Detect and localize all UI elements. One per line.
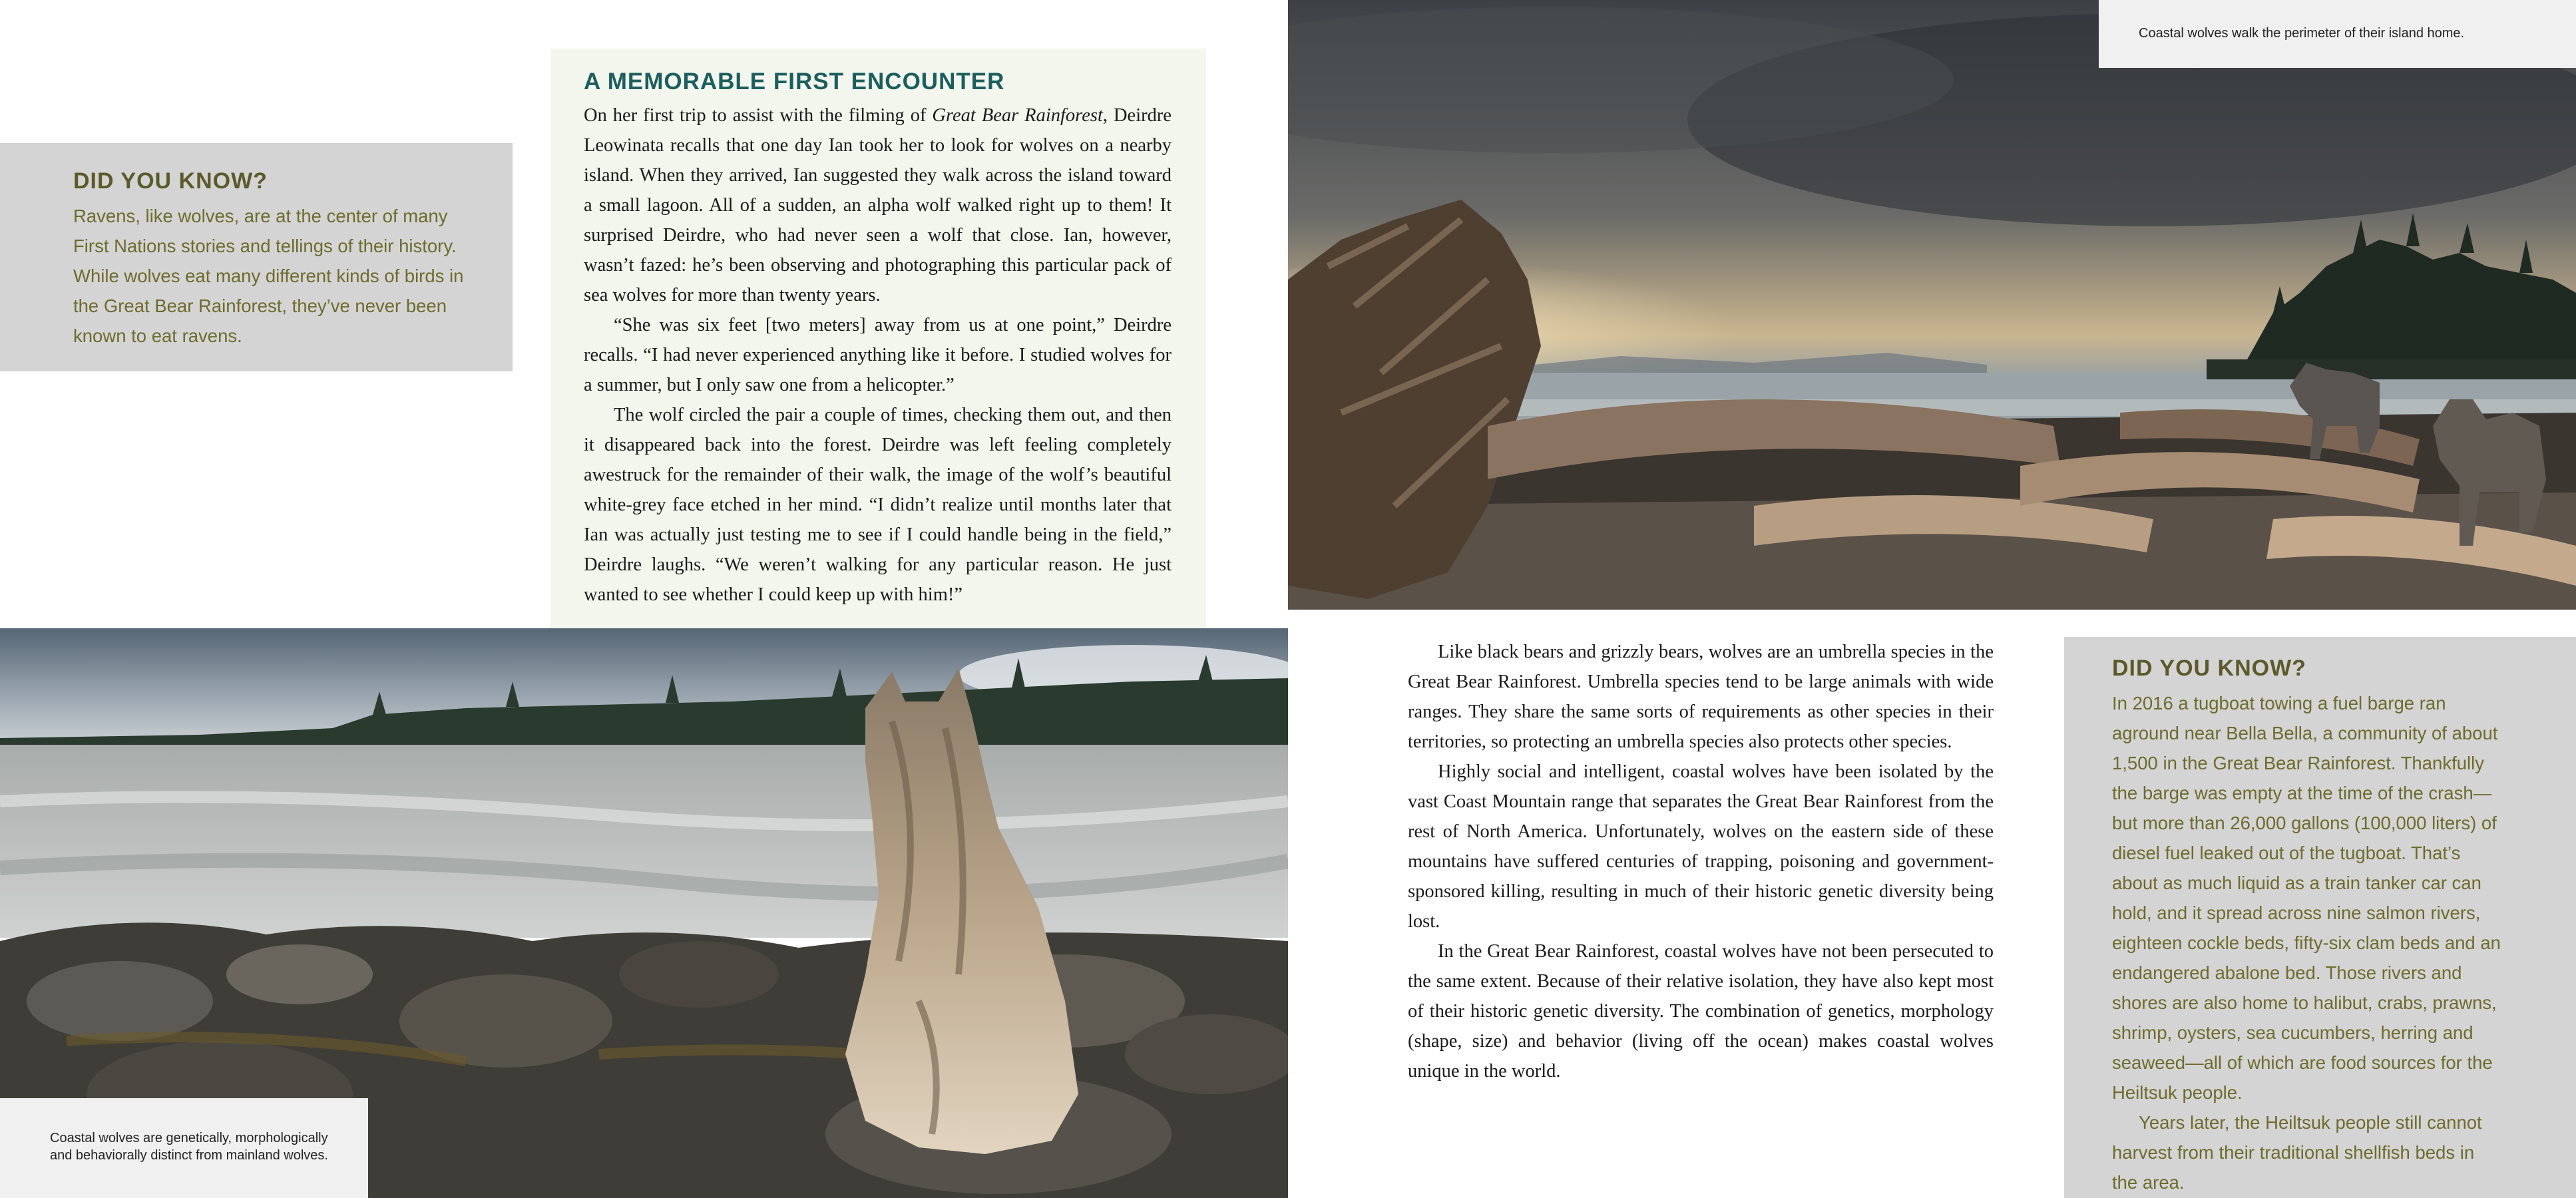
- encounter-p1-end: , Deirdre Leowinata recalls that one day Ian took her to look for wolves on a nearby island. When they arrived, Ian suggested they walk across the island toward a small lagoon. All of a sudden, an alpha wolf walked right up to them! It surprised Deirdre, who had never seen a wolf that close. Ian, however, wasn’t fazed: he’s been observing and photographing this particular pack of sea wolves for more than twenty years.: [584, 105, 1172, 305]
- photo-wolves-driftwood: [1288, 0, 2576, 610]
- body-paragraph-1: Like black bears and grizzly bears, wolves are an umbrella species in the Great Bear Rainforest. Umbrella species tend to be large animals with wide ranges. They share the same sorts of requirements as other species in their territories, so protecting an umbrella species also protects other species.: [1408, 642, 1994, 752]
- encounter-p1-title: Great Bear Rainforest: [932, 105, 1103, 126]
- encounter-p1-start: On her first trip to assist with the filming of: [584, 105, 933, 126]
- body-paragraph-2: Highly social and intelligent, coastal wolves have been isolated by the vast Coast Mountain range that separates the Great Bear Rainforest from the rest of North America. Unfortunately, wolves on the eastern side of these mountains have suffered centuries of trapping, poisoning and government-sponsored killing, resulting in much of their historic genetic diversity being lost.: [1408, 761, 1994, 932]
- sidebar-fuel-spill-paragraph-1: In 2016 a tugboat towing a fuel barge ran aground near Bella Bella, a community of about 1,500 in the Great Bear Rainforest. Thankfully the barge was empty at the time of the crash—but more than 26,000 gallons (100,000 liters) of diesel fuel leaked out of the tugboat. That’s about as much liquid as a train tanker car can hold, and it spread across nine salmon rivers, eighteen cockle beds, fifty-six clam beds and an endangered abalone bed. Those rivers and shores are also home to halibut, crabs, prawns, shrimp, oysters, sea cucumbers, herring and seaweed—all of which are food sources for the Heiltsuk people.: [2112, 693, 2501, 1103]
- sidebar-ravens-text: Ravens, like wolves, are at the center of many First Nations stories and tellings of their history. While wolves eat many different kinds of birds in the Great Bear Rainforest, they’ve never been known to eat ravens.: [73, 206, 464, 346]
- photo-bottom-caption: Coastal wolves are genetically, morphologically and behaviorally distinct from mainland wolves.: [50, 1131, 328, 1163]
- encounter-box: [550, 49, 1206, 629]
- photo-wolves-driftwood-image: [1288, 0, 2576, 610]
- encounter-paragraph-3: The wolf circled the pair a couple of times, checking them out, and then it disappeared back into the forest. Deirdre was left feeling completely awestruck for the remainder of their walk, the image of the wolf’s beautiful white-grey face etched in her mind. “I didn’t realize until months later that Ian was actually just testing me to see if I could handle being in the field,” Deirdre laughs. “We weren’t walking for any particular reason. He just wanted to see whether I could keep up with him!”: [584, 405, 1172, 605]
- sidebar-fuel-spill-paragraph-2: Years later, the Heiltsuk people still cannot harvest from their traditional shellfish beds in the area.: [2112, 1112, 2482, 1193]
- sidebar-fuel-spill: [2064, 637, 2576, 1198]
- photo-bottom-caption-box: [0, 1098, 368, 1198]
- encounter-paragraph-2: “She was six feet [two meters] away from us at one point,” Deirdre recalls. “I had never experienced anything like it before. I studied wolves for a summer, but I only saw one from a helicopter.”: [584, 315, 1172, 395]
- photo-top-caption: Coastal wolves walk the perimeter of their island home.: [2139, 26, 2465, 41]
- photo-top-caption-box: [2099, 0, 2576, 68]
- sidebar-ravens-heading: DID YOU KNOW?: [73, 168, 268, 194]
- sidebar-ravens: [0, 143, 513, 371]
- sidebar-fuel-spill-heading: DID YOU KNOW?: [2112, 656, 2306, 681]
- body-text: [1408, 637, 1994, 1086]
- encounter-paragraph-1: [584, 100, 1172, 310]
- body-paragraph-3: In the Great Bear Rainforest, coastal wolves have not been persecuted to the same extent. Because of their relative isolation, they have also kept most of their historic genetic diversity. The combination of genetics, morphology (shape, size) and behavior (living off the ocean) makes coastal wolves unique in the world.: [1408, 941, 1994, 1082]
- encounter-heading: A MEMORABLE FIRST ENCOUNTER: [584, 69, 1005, 95]
